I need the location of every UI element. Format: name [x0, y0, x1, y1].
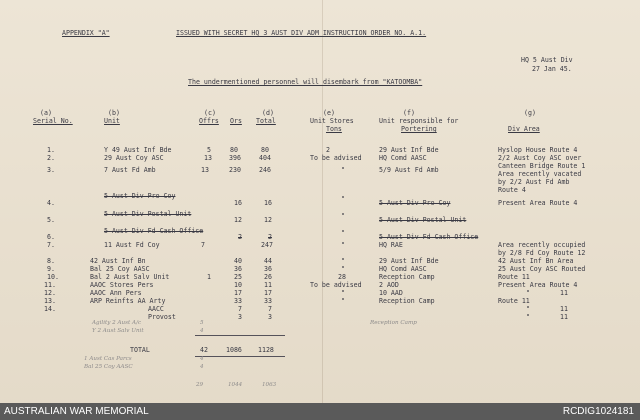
ors-12: 17: [234, 289, 242, 297]
serial-11: 11.: [44, 281, 56, 289]
area-12a: ": [526, 289, 530, 297]
col-letter-d: (d): [262, 109, 274, 117]
unit-9: Bal 25 Coy AASC: [90, 265, 150, 273]
total-9: 36: [264, 265, 272, 273]
unit-10: Bal 2 Aust Salv Unit: [90, 273, 170, 281]
col-letter-b: (b): [108, 109, 120, 117]
archive-footer: [0, 403, 640, 420]
total-12: 17: [264, 289, 272, 297]
ors-13: 33: [234, 297, 242, 305]
tons-4: ": [341, 195, 345, 203]
col-letter-f: (f): [403, 109, 415, 117]
offrs-2: 13: [204, 154, 212, 162]
area-7b: by 2/8 Fd Coy Route 12: [498, 249, 586, 257]
porter-9: HQ Comd AASC: [379, 265, 427, 273]
area-15a: ": [526, 313, 530, 321]
col-portering: Portering: [401, 125, 437, 133]
tons-10: 28: [338, 273, 346, 281]
handwritten-num-4: 4: [200, 364, 204, 370]
ors-11: 10: [234, 281, 242, 289]
ors-8: 40: [234, 257, 242, 265]
handwritten-sum-ors: 1044: [228, 382, 243, 388]
porter-3: 5/9 Aust Fd Amb: [379, 166, 439, 174]
porter-12: 10 AAD: [379, 289, 403, 297]
area-10a: Route 11: [498, 273, 530, 281]
serial-5: 5.: [47, 216, 55, 224]
porter-1: 29 Aust Inf Bde: [379, 146, 439, 154]
handwritten-reception-camp: Reception Camp: [370, 320, 417, 326]
area-3c: Route 4: [498, 186, 526, 194]
offrs-3: 13: [201, 166, 209, 174]
total-3: 246: [259, 166, 271, 174]
serial-6: 6.: [47, 233, 55, 241]
unit-1: Y 49 Aust Inf Bde: [104, 146, 172, 154]
serial-2: 2.: [47, 154, 55, 162]
ors-5: 12: [234, 216, 242, 224]
total-7: 247: [261, 241, 273, 249]
porter-11: 2 AOD: [379, 281, 399, 289]
total-6: 2: [268, 233, 272, 241]
porter-7: HQ RAE: [379, 241, 403, 249]
handwritten-num-3: 4: [200, 356, 204, 362]
ors-15: 3: [238, 313, 242, 321]
area-13a: Route 11: [498, 297, 530, 305]
tons-5: ": [341, 212, 345, 220]
handwritten-note-4: Bal 25 Coy AASC: [84, 364, 133, 370]
total-4: 16: [264, 199, 272, 207]
handwritten-note-3: 1 Aust Cas Parcs: [84, 356, 132, 362]
ors-14: 7: [238, 305, 242, 313]
total-5: 12: [264, 216, 272, 224]
col-unit-responsible: Unit responsible for: [379, 117, 459, 125]
col-unit: Unit: [104, 117, 120, 125]
tons-13: ": [341, 297, 345, 305]
area-15b: 11: [560, 313, 568, 321]
footer-reference: RCDIG1024181: [562, 406, 634, 417]
area-3b: by 2/2 Aust Fd Amb: [498, 178, 570, 186]
area-1a: Hyslop House Route 4: [498, 146, 578, 154]
area-14b: 11: [560, 305, 568, 313]
tons-9: ": [341, 265, 345, 273]
serial-4: 4.: [47, 199, 55, 207]
area-11a: Present Area Route 4: [498, 281, 578, 289]
total-all: 1128: [258, 346, 274, 354]
porter-2: HQ Comd AASC: [379, 154, 427, 162]
handwritten-num-2: 4: [200, 328, 204, 334]
serial-8: 8.: [47, 257, 55, 265]
ors-10: 25: [234, 273, 242, 281]
porter-10: Reception Camp: [379, 273, 435, 281]
area-8a: 42 Aust Inf Bn Area: [498, 257, 574, 265]
unit-2: 29 Aust Coy ASC: [104, 154, 164, 162]
porter-5: 5 Aust Div Postal Unit: [379, 216, 467, 224]
document-title: ISSUED WITH SECRET HQ 3 AUST DIV ADM INSTRUCTION ORDER NO. A.1.: [176, 29, 427, 37]
unit-11: AAOC Stores Pers: [90, 281, 154, 289]
col-unit-stores: Unit Stores: [310, 117, 354, 125]
tons-2: To be advised: [310, 154, 362, 162]
ors-3: 230: [229, 166, 241, 174]
ors-1: 80: [230, 146, 238, 154]
area-7a: Area recently occupied: [498, 241, 586, 249]
tons-8: ": [341, 257, 345, 265]
unit-14: AACC: [148, 305, 164, 313]
area-12b: 11: [560, 289, 568, 297]
area-14a: ": [526, 305, 530, 313]
unit-5: 5 Aust Div Postal Unit: [104, 210, 192, 218]
unit-7: 11 Aust Fd Coy: [104, 241, 160, 249]
porter-13: Reception Camp: [379, 297, 435, 305]
document-date: 27 Jan 45.: [532, 65, 572, 73]
ors-4: 16: [234, 199, 242, 207]
ors-9: 36: [234, 265, 242, 273]
serial-9: 9.: [47, 265, 55, 273]
col-tons: Tons: [326, 125, 342, 133]
unit-15: Provost: [148, 313, 176, 321]
serial-14: 14.: [44, 305, 56, 313]
total-13: 33: [264, 297, 272, 305]
col-total: Total: [256, 117, 276, 125]
col-letter-g: (g): [524, 109, 536, 117]
serial-13: 13.: [44, 297, 56, 305]
col-offrs: Offrs: [199, 117, 219, 125]
total-rule-bottom: [195, 356, 285, 357]
offrs-1: 5: [207, 146, 211, 154]
porter-4: 5 Aust Div Pro Coy: [379, 199, 451, 207]
heading: The undermentioned personnel will disembark from "KATOOMBA": [188, 78, 423, 86]
area-4a: Present Area Route 4: [498, 199, 578, 207]
tons-6: ": [341, 229, 345, 237]
unit-13: ARP Reinfts AA Arty: [90, 297, 166, 305]
tons-3: ": [341, 166, 345, 174]
unit-4: 5 Aust Div Pro Coy: [104, 192, 176, 200]
serial-7: 7.: [47, 241, 55, 249]
area-3a: Area recently vacated: [498, 170, 582, 178]
handwritten-note-1: Agility 2 Aust A/c: [92, 320, 142, 326]
total-11: 11: [264, 281, 272, 289]
tons-1: 2: [326, 146, 330, 154]
handwritten-sum-offrs: 29: [196, 382, 204, 388]
unit-6: 5 Aust Div Fd Cash Office: [104, 227, 204, 235]
serial-12: 12.: [44, 289, 56, 297]
total-label: TOTAL: [130, 346, 150, 354]
total-rule-top: [195, 335, 285, 336]
total-10: 26: [264, 273, 272, 281]
tons-12: ": [341, 289, 345, 297]
col-serial-no: Serial No.: [33, 117, 73, 125]
tons-7: ": [341, 241, 345, 249]
total-2: 404: [259, 154, 271, 162]
total-8: 44: [264, 257, 272, 265]
col-letter-a: (a): [40, 109, 52, 117]
area-2a: Canteen Bridge Route 1: [498, 162, 586, 170]
handwritten-num-1: 5: [200, 320, 204, 326]
handwritten-note-2: Y 2 Aust Salv Unit: [92, 328, 144, 334]
handwritten-sum-total: 1063: [262, 382, 277, 388]
serial-3: 3.: [47, 166, 55, 174]
ors-6: 2: [238, 233, 242, 241]
col-letter-e: (e): [323, 109, 335, 117]
issuing-hq: HQ 5 Aust Div: [521, 56, 573, 64]
total-ors: 1086: [226, 346, 242, 354]
porter-8: 29 Aust Inf Bde: [379, 257, 439, 265]
tons-11: To be advised: [310, 281, 362, 289]
total-14: 7: [268, 305, 272, 313]
serial-10: 10.: [47, 273, 59, 281]
offrs-10: 1: [207, 273, 211, 281]
unit-8: 42 Aust Inf Bn: [90, 257, 146, 265]
fold-line: [322, 0, 323, 403]
footer-source: AUSTRALIAN WAR MEMORIAL: [4, 406, 149, 417]
area-1b: 2/2 Aust Coy ASC over: [498, 154, 582, 162]
total-offrs: 42: [200, 346, 208, 354]
area-9a: 25 Aust Coy ASC Routed: [498, 265, 586, 273]
offrs-7: 7: [201, 241, 205, 249]
col-letter-c: (c): [204, 109, 216, 117]
total-15: 3: [268, 313, 272, 321]
unit-12: AAOC Ann Pers: [90, 289, 142, 297]
unit-3: 7 Aust Fd Amb: [104, 166, 156, 174]
col-div-area: Div Area: [508, 125, 540, 133]
appendix-label: APPENDIX "A": [62, 29, 110, 37]
total-1: 80: [261, 146, 269, 154]
col-ors: Ors: [230, 117, 242, 125]
serial-1: 1.: [47, 146, 55, 154]
ors-2: 396: [229, 154, 241, 162]
porter-6: 5 Aust Div Fd Cash Office: [379, 233, 479, 241]
